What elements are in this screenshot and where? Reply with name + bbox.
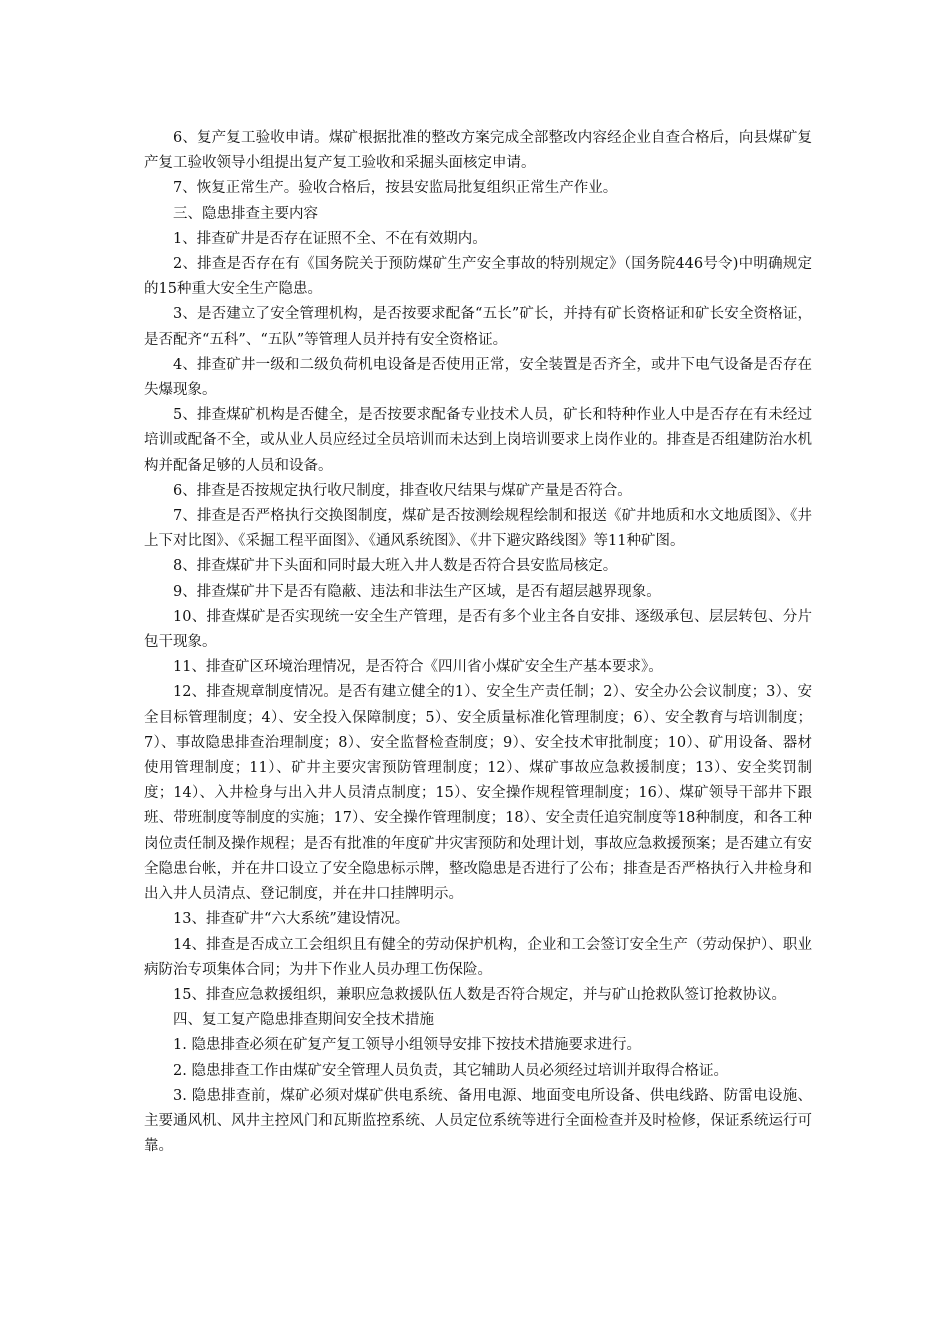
paragraph-item-6: 6、排查是否按规定执行收尺制度，排查收尺结果与煤矿产量是否符合。 bbox=[173, 482, 632, 499]
paragraph-resume-acceptance-application: 6、复产复工验收申请。煤矿根据批准的整改方案完成全部整改内容经企业自查合格后，向县煤矿复产复工验收领导小组提出复产复工验收和采掘头面核定申请。 bbox=[144, 130, 812, 172]
paragraph-measure-1: 1. 隐患排查必须在矿复产复工领导小组领导安排下按技术措施要求进行。 bbox=[173, 1037, 641, 1054]
paragraph-item-9: 9、排查煤矿井下是否有隐蔽、违法和非法生产区域，是否有超层越界现象。 bbox=[173, 583, 661, 600]
paragraph-resume-normal-production: 7、恢复正常生产。验收合格后，按县安监局批复组织正常生产作业。 bbox=[173, 180, 618, 197]
paragraph-item-10: 10、排查煤矿是否实现统一安全生产管理，是否有多个业主各自安排、逐级承包、层层转包、分片包干现象。 bbox=[144, 608, 812, 651]
paragraph-item-14: 14、排查是否成立工会组织且有健全的劳动保护机构，企业和工会签订安全生产（劳动保护）、职业病防治专项集体合同；为井下作业人员办理工伤保险。 bbox=[144, 936, 812, 978]
paragraph-item-1: 1、排查矿井是否存在证照不全、不在有效期内。 bbox=[173, 230, 487, 247]
paragraph-measure-3: 3. 隐患排查前，煤矿必须对煤矿供电系统、备用电源、地面变电所设备、供电线路、防雷电设施、主要通风机、风井主控风门和瓦斯监控系统、人员定位系统等进行全面检查并及时检修，保证系统运行可靠。 bbox=[144, 1087, 812, 1155]
paragraph-item-2: 2、排查是否存在有《国务院关于预防煤矿生产安全事故的特别规定》（国务院446号令)中明确规定的15种重大安全生产隐患。 bbox=[144, 256, 812, 298]
section-heading-safety-technical-measures: 四、复工复产隐患排查期间安全技术措施 bbox=[173, 1012, 434, 1029]
paragraph-item-5: 5、排查煤矿机构是否健全，是否按要求配备专业技术人员，矿长和特种作业人中是否存在有未经过培训或配备不全，或从业人员应经过全员培训而未达到上岗培训要求上岗作业的。排查是否组建防治水机构并配备足够的人员和设备。 bbox=[144, 407, 812, 474]
paragraph-item-3: 3、是否建立了安全管理机构，是否按要求配备“五长”矿长，并持有矿长资格证和矿长安全资格证，是否配齐“五科”、“五队”等管理人员并持有安全资格证。 bbox=[144, 306, 812, 348]
paragraph-item-15: 15、排查应急救援组织，兼职应急救援队伍人数是否符合规定，并与矿山抢救队签订抢救协议。 bbox=[173, 986, 786, 1003]
paragraph-item-7: 7、排查是否严格执行交换图制度，煤矿是否按测绘规程绘制和报送《矿井地质和水文地质图》、《井上下对比图》、《采掘工程平面图》、《通风系统图》、《井下避灾路线图》等11种矿图。 bbox=[144, 508, 812, 550]
section-heading-hazard-inspection-content: 三、隐患排查主要内容 bbox=[173, 205, 318, 222]
paragraph-item-13: 13、排查矿井“六大系统”建设情况。 bbox=[173, 911, 410, 928]
document-body bbox=[144, 126, 812, 1159]
paragraph-item-12: 12、排查规章制度情况。是否有建立健全的1）、安全生产责任制；2）、安全办公会议制度；3）、安全目标管理制度；4）、安全投入保障制度；5）、安全质量标准化管理制度；6）、安全教育与培训制度；7）、事故隐患排查治理制度；8）、安全监督检查制度；9）、安全技术审批制度；10）、矿用设备、器材使用管理制度；11）、矿井主要灾害预防管理制度；12）、煤矿事故应急救援制度；13）、安全奖罚制度；14）、入井检身与出入井人员清点制度；15）、安全操作规程管理制度；16）、煤矿领导干部井下跟班、带班制度等制度的实施；17）、安全操作管理制度；18）、安全责任追究制度等18种制度，和各工种岗位责任制及操作规程；是否有批准的年度矿井灾害预防和处理计划，事故应急救援预案；是否建立有安全隐患台帐，并在井口设立了安全隐患标示牌，整改隐患是否进行了公布；排查是否严格执行入井检身和出入井人员清点、登记制度，并在井口挂牌明示。 bbox=[144, 684, 812, 903]
paragraph-measure-2: 2. 隐患排查工作由煤矿安全管理人员负责，其它辅助人员必须经过培训并取得合格证。 bbox=[173, 1062, 728, 1079]
paragraph-item-8: 8、排查煤矿井下头面和同时最大班入井人数是否符合县安监局核定。 bbox=[173, 558, 618, 575]
paragraph-item-4: 4、排查矿井一级和二级负荷机电设备是否使用正常，安全装置是否齐全，或井下电气设备是否存在失爆现象。 bbox=[144, 356, 812, 399]
paragraph-item-11: 11、排查矿区环境治理情况，是否符合《四川省小煤矿安全生产基本要求》。 bbox=[173, 659, 663, 676]
